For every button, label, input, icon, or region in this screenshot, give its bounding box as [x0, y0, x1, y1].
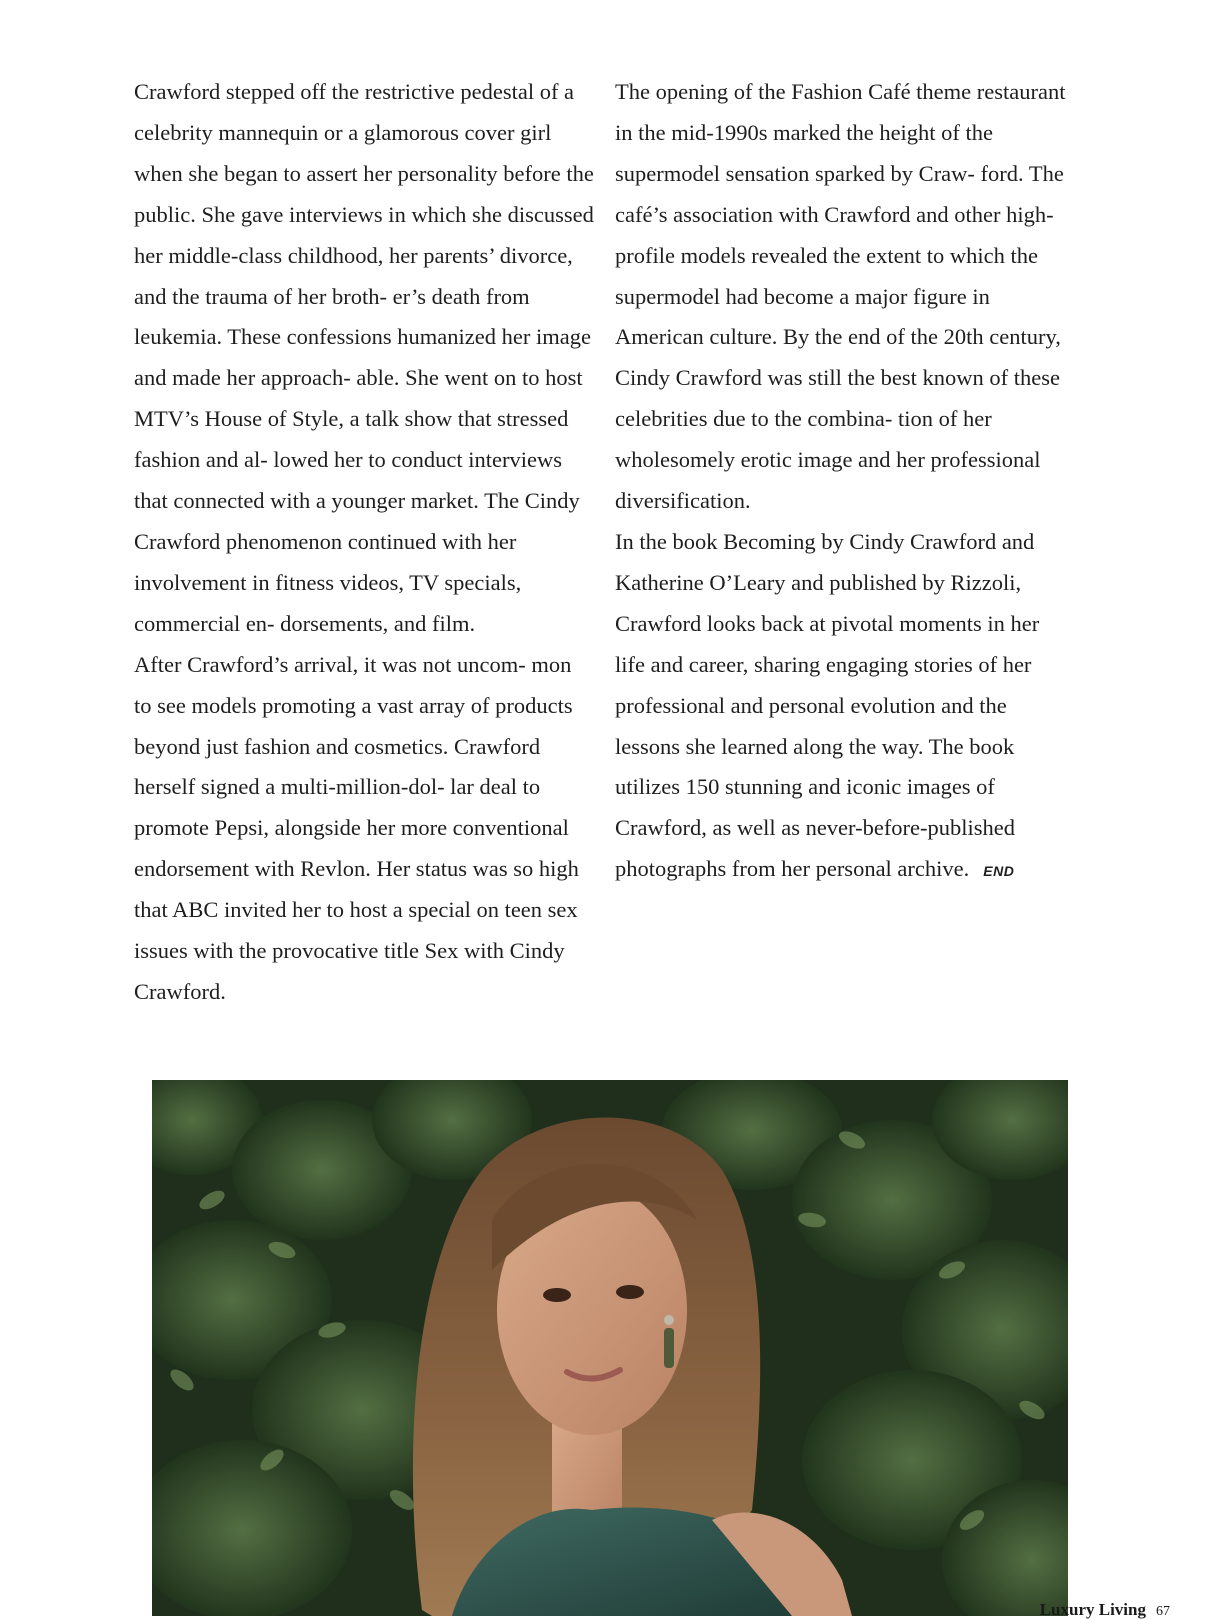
paragraph-4-text: In the book Becoming by Cindy Crawford and Katherine O’Leary and published by Rizzoli, Crawford looks back at pivotal moments in her life and career, sharing engaging stories of her professional and personal evolution and the lessons she learned along the way. The book utilizes 150 stunning and iconic images of Crawford, as well as never-before-published photographs from her personal archive.	[615, 528, 1040, 882]
magazine-name: Luxury Living	[1039, 1600, 1146, 1619]
paragraph-3: The opening of the Fashion Café theme restaurant in the mid-1990s marked the height of the supermodel sensation sparked by Craw- ford. The café’s association with Crawford and other high-profile models revealed the extent to which the supermodel had become a major figure in American culture. By the end of the 20th century, Cindy Crawford was still the best known of these celebrities due to the combina- tion of her wholesomely erotic image and her professional diversification.	[615, 79, 1066, 514]
end-mark: END	[983, 863, 1015, 880]
paragraph-2: After Crawford’s arrival, it was not uncom- mon to see models promoting a vast array of products beyond just fashion and cosmetics. Crawford herself signed a multi-million-dol- lar deal to promote Pepsi, alongside her more conventional endorsement with Revlon. Her status was so high that ABC invited her to host a special on teen sex issues with the provocative title Sex with Cindy Crawford.	[134, 651, 579, 1004]
paragraph-1: Crawford stepped off the restrictive pedestal of a celebrity mannequin or a glamorous cover girl when she began to assert her personality before the public. She gave interviews in which she discussed her middle-class childhood, her parents’ divorce, and the trauma of her broth- er’s death from leukemia. These confessions humanized her image and made her approach- able. She went on to host MTV’s House of Style, a talk show that stressed fashion and al- lowed her to conduct interviews that connected with a younger market. The Cindy Crawford phenomenon continued with her involvement in fitness videos, TV specials, commercial en- dorsements, and film.	[134, 79, 594, 636]
page-footer	[1040, 1600, 1170, 1620]
paragraph-4	[615, 522, 1070, 892]
page-number: 67	[1156, 1604, 1170, 1619]
portrait-photo	[152, 1080, 1068, 1616]
article-right-column	[615, 72, 1070, 892]
article-left-column	[134, 72, 594, 1013]
portrait-illustration	[152, 1080, 1068, 1616]
